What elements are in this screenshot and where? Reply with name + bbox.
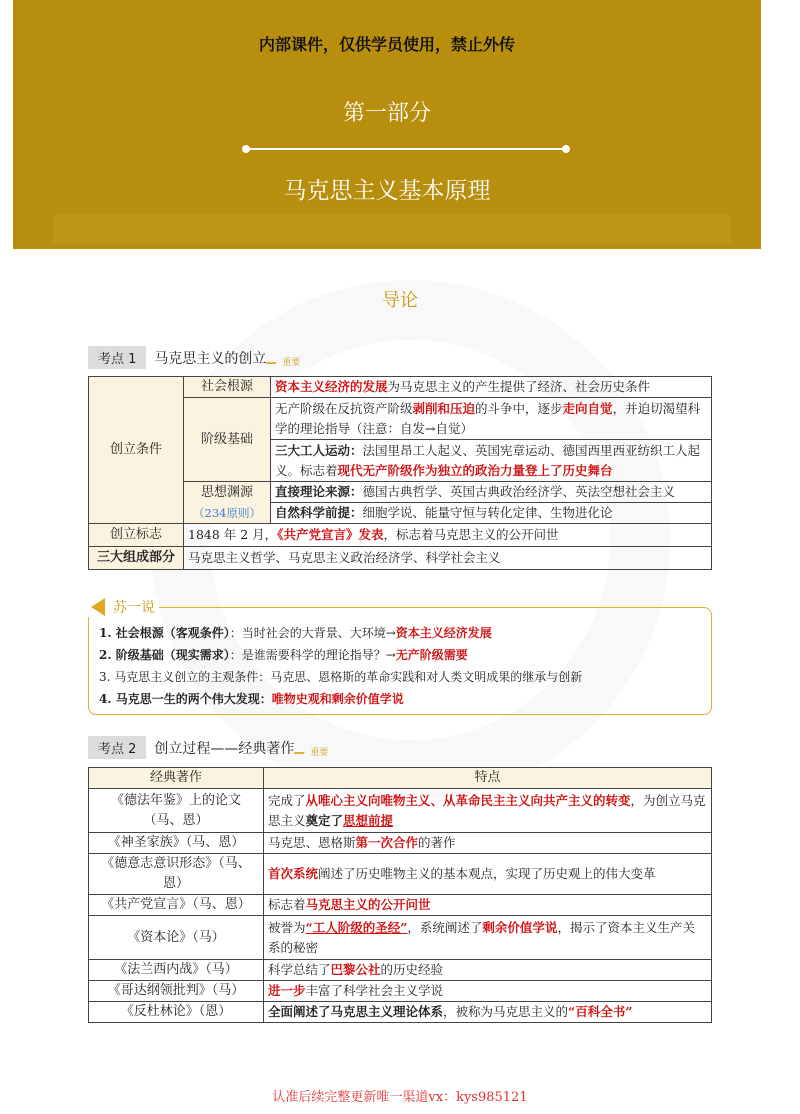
suyishuo-box: [88, 600, 712, 715]
sub-header: 阶级基础: [184, 398, 271, 482]
column-header: 经典著作: [89, 768, 264, 789]
cell-text: 细胞学说、能量守恒与转化定律、生物进化论: [362, 505, 613, 520]
highlight-text: 首次系统: [268, 866, 319, 881]
banner-strip: [53, 214, 731, 244]
bold-text: 奠定了: [305, 812, 344, 828]
row-header: 创立条件: [89, 377, 184, 524]
highlight-text: 现代无产阶级作为独立的政治力量登上了历史舞台: [337, 462, 613, 478]
cell-text: 的历史经验: [380, 962, 444, 977]
kaodian-2-heading: [88, 736, 328, 759]
founding-table: [88, 376, 712, 570]
table-cell: [184, 524, 712, 547]
highlight-text: 走向自觉: [562, 400, 613, 416]
highlight-text: 资本主义经济的发展: [275, 379, 388, 394]
suyishuo-line: [99, 646, 468, 663]
cell-text: 被誉为: [268, 919, 306, 935]
cell-text: ，为创立马克思主义: [268, 792, 706, 828]
table-cell: [264, 895, 712, 916]
suyishuo-line: [99, 624, 492, 641]
cell-text: 为马克思主义的产生提供了经济、社会历史条件: [387, 379, 651, 394]
kaodian-1-heading: [88, 346, 300, 369]
table-cell: [271, 377, 712, 398]
sub-header: [184, 482, 271, 524]
section-title: 导论: [382, 290, 418, 311]
cell-text: 完成了: [268, 792, 306, 808]
work-title: 《共产党宣言》（马、恩）: [89, 895, 264, 916]
importance-badge: 重要: [310, 748, 329, 758]
line-text: ：是谁需要科学的理论指导？→: [229, 648, 396, 662]
mnemonic-note: （234原则）: [193, 505, 261, 520]
cell-text: 无产阶级在反抗资产阶级: [275, 400, 413, 416]
highlight-text: 无产阶级需要: [395, 648, 468, 662]
cell-text: 德国古典哲学、英国古典政治经济学、英法空想社会主义: [362, 484, 676, 499]
cell-text: 丰富了科学社会主义学说: [305, 983, 444, 998]
bold-text: 自然科学前提：: [275, 505, 363, 520]
table-cell: [264, 854, 712, 895]
confidential-notice: 内部课件，仅供学员使用，禁止外传: [258, 35, 515, 54]
part-title: 马克思主义基本原理: [283, 178, 491, 204]
suyishuo-heading: [87, 597, 159, 617]
table-cell: [271, 482, 712, 503]
cell-text: 1848 年 2 月，: [188, 527, 278, 542]
column-header: 特点: [264, 768, 712, 789]
suyishuo-title: 苏一说: [113, 600, 155, 616]
cell-text: ，并迫切渴望科学的理论指导（注意：自发→自觉）: [275, 400, 701, 436]
part-label: 第一部分: [342, 101, 431, 126]
cell-text: 标志着: [268, 897, 306, 912]
highlight-text: 从唯心主义向唯物主义、从革命民主主义向共产主义的转变: [305, 792, 631, 808]
line-label: 4. 马克思一生的两个伟大发现：: [99, 692, 272, 706]
cell-text: 的斗争中，逐步: [475, 400, 563, 416]
cell-text: ，标志着马克思主义的公开问世: [383, 527, 559, 542]
table-cell: [271, 440, 712, 482]
kaodian-label: 考点 1: [88, 346, 146, 369]
kaodian-title: 马克思主义的创立: [154, 350, 267, 367]
sub-header-text: 思想渊源: [200, 484, 253, 500]
work-authors: （马、恩）: [143, 812, 209, 828]
highlight-text: 进一步: [268, 983, 306, 998]
suyishuo-line: [99, 668, 582, 685]
highlight-text: 第一次合作: [355, 835, 419, 850]
highlight-text: 剩余价值学说: [482, 919, 558, 935]
highlight-text: “工人阶级的圣经”: [305, 919, 408, 935]
work-title: 《德意志意识形态》（马、恩）: [89, 854, 264, 895]
work-title: 《神圣家族》（马、恩）: [89, 833, 264, 854]
table-cell: [264, 833, 712, 854]
cell-text: 的著作: [418, 835, 456, 850]
table-cell: [264, 960, 712, 981]
table-cell: [264, 916, 712, 960]
table-cell: [271, 503, 712, 524]
highlight-text: 马克思主义的公开问世: [305, 897, 431, 912]
highlight-text: 资本主义经济发展: [395, 626, 492, 640]
megaphone-icon: [91, 598, 105, 616]
footer-channel-notice: 认准后续完整更新唯一渠道vx：kys985121: [272, 1090, 528, 1105]
work-title: [89, 789, 264, 833]
highlight-text: 巴黎公社: [330, 962, 381, 977]
work-name: 《德法年鉴》上的论文: [110, 792, 241, 808]
bold-text: 直接理论来源：: [275, 484, 363, 499]
line-label: 1. 社会根源（客观条件）: [99, 626, 230, 640]
work-title: 《反杜林论》（恩）: [89, 1002, 264, 1023]
highlight-text: 思想前提: [343, 812, 394, 828]
work-title: 《法兰西内战》（马）: [89, 960, 264, 981]
table-cell: 马克思主义哲学、马克思主义政治经济学、科学社会主义: [184, 547, 712, 570]
bold-text: 三大工人运动：: [275, 442, 363, 458]
work-title: 《哥达纲领批判》（马）: [89, 981, 264, 1002]
row-header: 三大组成部分: [89, 547, 184, 570]
header-banner: [13, 0, 761, 249]
highlight-text: 唯物史观和剩余价值学说: [271, 692, 404, 706]
sub-header: 社会根源: [184, 377, 271, 398]
pencil-icon: [266, 352, 283, 364]
kaodian-title: 创立过程——经典著作: [154, 740, 295, 757]
kaodian-label: 考点 2: [88, 736, 146, 759]
line-label: 2. 阶级基础（现实需求）: [99, 648, 230, 662]
pencil-icon: [294, 742, 311, 754]
cell-text: 马克思、恩格斯: [268, 835, 356, 850]
cell-text: ，系统阐述了: [407, 919, 483, 935]
cell-text: 法国里昂工人起义、英国宪章运动、德国西里西亚纺织工人起义。标志着: [275, 442, 701, 478]
cell-text: 科学总结了: [268, 962, 331, 977]
cell-text: ，揭示了资本主义生产关系的秘密: [268, 919, 695, 955]
work-title: 《资本论》（马）: [89, 916, 264, 960]
line-text: ：当时社会的大背景、大环境→: [229, 626, 396, 640]
cell-text: ，被称为马克思主义的: [443, 1004, 569, 1019]
importance-badge: 重要: [282, 358, 301, 368]
bold-text: 全面阐述了马克思主义理论体系: [268, 1004, 444, 1019]
line-text: 3. 马克思主义创立的主观条件：马克思、恩格斯的革命实践和对人类文明成果的继承与创新: [99, 670, 583, 684]
cell-text: 阐述了历史唯物主义的基本观点，实现了历史观上的伟大变革: [318, 866, 656, 881]
table-cell: [264, 789, 712, 833]
row-header: 创立标志: [89, 524, 184, 547]
classic-works-table: [88, 767, 712, 1023]
banner-divider: [246, 148, 566, 150]
highlight-text: 剥削和压迫: [412, 400, 476, 416]
highlight-text: 《共产党宣言》发表: [277, 527, 384, 542]
table-cell: [271, 398, 712, 440]
table-cell: [264, 1002, 712, 1023]
suyishuo-line: [99, 690, 404, 707]
table-cell: [264, 981, 712, 1002]
highlight-text: “百科全书”: [568, 1004, 633, 1019]
